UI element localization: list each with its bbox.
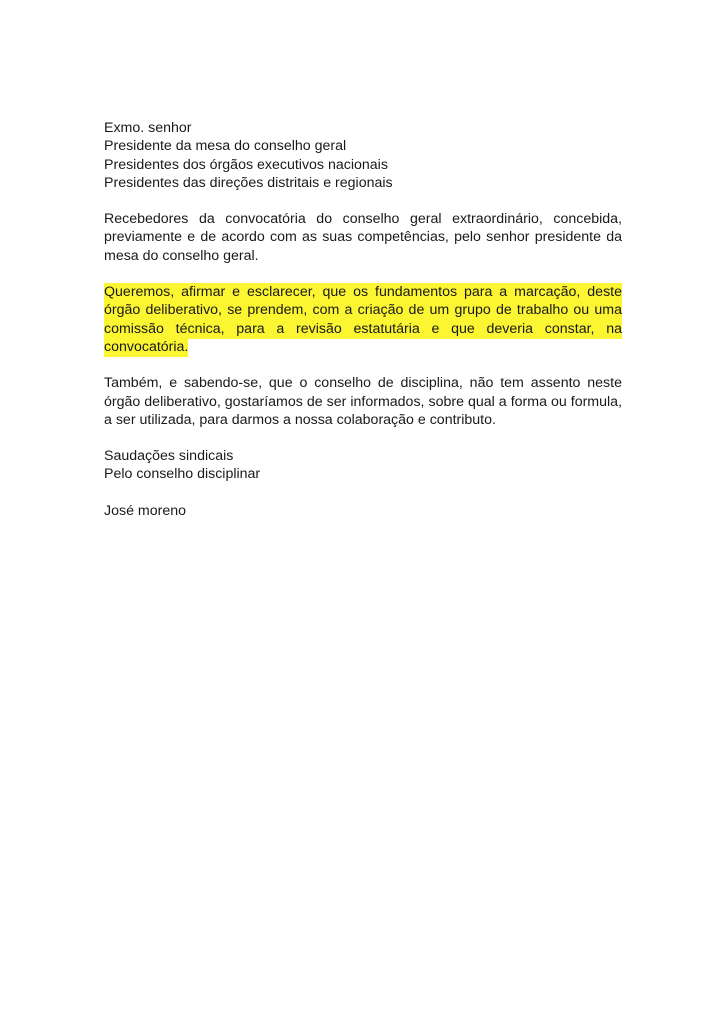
recipient-line: Presidentes dos órgãos executivos nacionais [104, 156, 388, 173]
closing-block [104, 447, 622, 484]
closing-line: Pelo conselho disciplinar [104, 466, 261, 483]
recipient-line: Presidentes das direções distritais e regionais [104, 174, 393, 191]
paragraph-request: Também, e sabendo-se, que o conselho de disciplina, não tem assento neste órgão deliberativo, gostaríamos de ser informados, sobre qual a forma ou formula, a ser utilizada, para darmos a nossa colaboração e contributo. [104, 375, 622, 428]
recipient-line: Presidente da mesa do conselho geral [104, 138, 347, 155]
recipient-line: Exmo. senhor [104, 120, 192, 136]
paragraph-convocation: Recebedores da convocatória do conselho geral extraordinário, concebida, previamente e de acordo com as suas competências, pelo senhor presidente da mesa do conselho geral. [104, 211, 622, 264]
signature: José moreno [104, 502, 187, 519]
closing-line: Saudações sindicais [104, 448, 234, 465]
recipient-block [104, 119, 622, 192]
letter-body [104, 119, 622, 520]
paragraph-highlighted [104, 283, 622, 356]
highlighted-text: Queremos, afirmar e esclarecer, que os fundamentos para a marcação, deste órgão deliberativo, se prendem, com a criação de um grupo de trabalho ou uma comissão técnica, para a revisão estatutária e que deveria constar, na convocatória. [104, 284, 622, 355]
